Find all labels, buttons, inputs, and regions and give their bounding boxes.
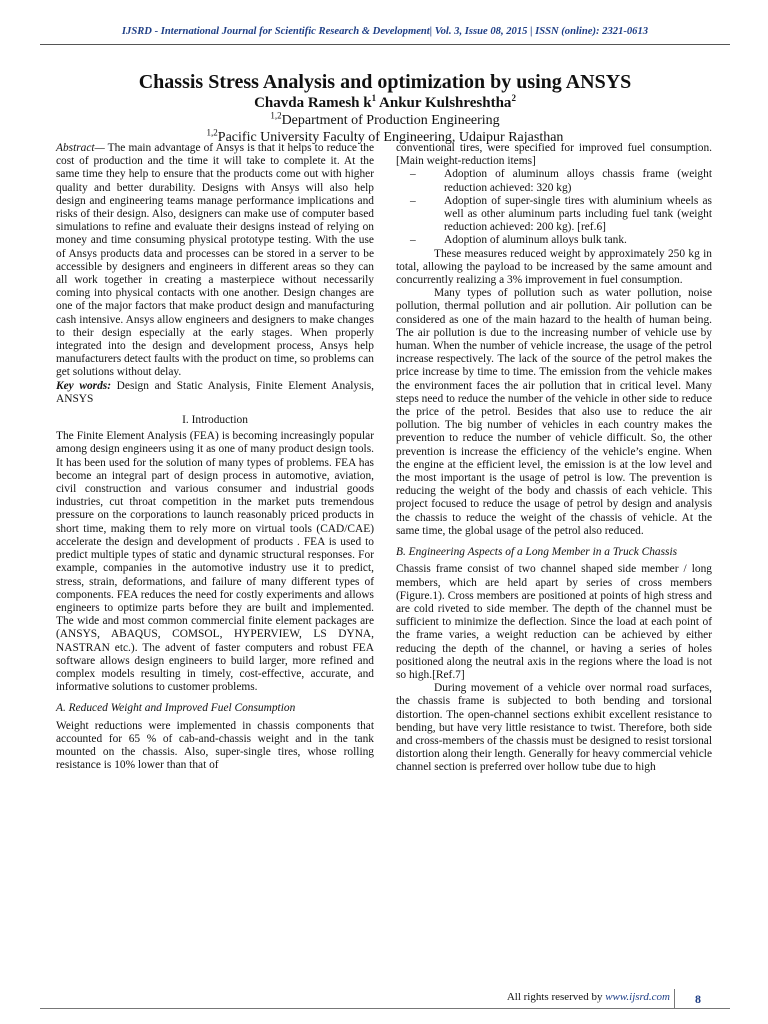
affiliation-1-sup: 1,2 [270, 110, 282, 121]
affiliation-2-text: Pacific University Faculty of Engineering, Udaipur Rajasthan [217, 130, 564, 145]
list-item-text: Adoption of aluminum alloys chassis frame (weight reduction achieved: 320 kg) [444, 168, 712, 194]
affiliation-1 [40, 112, 730, 129]
affiliation-1-text: Department of Production Engineering [281, 113, 500, 128]
abstract-label: Abstract— [56, 142, 105, 154]
right-column [396, 142, 712, 775]
list-item [410, 168, 712, 194]
abstract [56, 142, 374, 380]
list-item [410, 194, 712, 235]
footer-site-link[interactable]: www.ijsrd.com [605, 991, 670, 1003]
subsection-a-heading: A. Reduced Weight and Improved Fuel Consumption [56, 702, 296, 715]
footer-text: All rights reserved by [506, 991, 606, 1003]
weight-reduction-list [396, 168, 712, 247]
page-number: 8 [674, 989, 721, 1009]
weight-result-paragraph: These measures reduced weight by approximately 250 kg in total, allowing the payload to be increased by the same amount and concurrently realizing a 3% improvement in fuel consumption. [396, 247, 712, 287]
chassis-frame-paragraph: Chassis frame consist of two channel shaped side member / long members, which are held apart by series of cross members (Figure.1). Cross members are positioned at points of high stress and are cold riveted to side member. The depth of the channel must be sufficient to minimize the deflection. Since the load at each point of the frame varies, a weight reduction can be achieved by either reducing the depth of the channel, or having a series of holes positioned along the neutral axis in the regions where the load is not so high.[Ref.7] [396, 563, 712, 681]
title-block [40, 70, 730, 146]
subsection-a-paragraph: Weight reductions were implemented in chassis components that accounted for 65 % of cab-and-chassis weight and in the tank mounted on the chassis. Also, super-single tires, whose rolling resistance is 10% lower than that of [56, 719, 374, 772]
dash-marker: – [410, 234, 416, 247]
abstract-text: The main advantage of Ansys is that it helps to reduce the cost of production and the time it will take to complete it. At the same time they help to ensure that the products come out with higher quality and better durability. Designs with Ansys will also help design and engineering teams manage performance implications and risks of their design. Also, designers can make use of computer based simulations to refine and evaluate their designs instead of relying on money and time consuming physical prototype testing. With the use of Ansys products data and processes can be stored in a server to be accessible by designers and engineers in different areas so they can all work together in creating a masterpiece without necessarily coming into physical contacts with one another. Design changes are one of the major factors that make product design and manufacturing cash intensive. Ansys allow engineers and designers to make changes to their design especially at the early stages. When properly integrated into the design and development process, Ansys help manufacturers detect faults with the product on time, so problems can get solutions without delay. [56, 142, 374, 379]
dash-marker: – [410, 194, 416, 207]
footer [300, 991, 670, 1003]
author-1: Chavda Ramesh k [254, 95, 372, 111]
section-1-heading: I. Introduction [182, 414, 248, 427]
continuation-paragraph: conventional tires, were specified for improved fuel consumption. [Main weight-reduction items] [396, 142, 712, 168]
keywords-text: Design and Static Analysis, Finite Element Analysis, ANSYS [56, 379, 374, 405]
author-2-sup: 2 [511, 93, 516, 103]
section-1-paragraph: The Finite Element Analysis (FEA) is becoming increasingly popular among design engineers using it as one of many product design tools. It has been used for the solution of many types of problems. FEA has become an integral part of design process in automotive, aviation, civil construction and various consumer and industrial goods industries, cut throat competition in the market puts tremendous pressure on the corporations to launch reasonably priced products in short time, making them to rely more on virtual tools (CAD/CAE) accelerate the design and development of products . FEA is used to predict multiple types of static and dynamic structural responses. For example, companies in the automotive industry use it to predict, stress, strain, deformations, and failure of many different types of components. FEA reduces the need for costly experiments and allows engineers to optimize parts before they are built and implemented. The wide and most common commercial finite element packages are (ANSYS, ABAQUS, COMSOL, HYPERVIEW, LS DYNA, NASTRAN etc.). The advent of faster computers and robust FEA software allows design engineers to build larger, more refined and complex models resulting in timely, cost-effective, accurate, and informative solutions to customer problems. [56, 430, 374, 694]
list-item-text: Adoption of aluminum alloys bulk tank. [444, 234, 627, 247]
author-2: Ankur Kulshreshtha [376, 95, 512, 111]
author-1-sup: 1 [371, 93, 377, 103]
authors [40, 94, 730, 112]
header-rule [40, 44, 730, 45]
keywords-label: Key words: [56, 379, 112, 392]
vehicle-movement-paragraph: During movement of a vehicle over normal road surfaces, the chassis frame is subjected to both bending and torsional distortion. The open-channel sections exhibit excellent resistance to bending, but have very little resistance to twist. Therefore, both side and cross-members of the chassis must be designed to resist torsional distortion along their length. Generally for heavy commercial vehicle channel section is preferred over hollow tube due to high [396, 682, 712, 774]
left-column [56, 142, 374, 772]
paper-title: Chassis Stress Analysis and optimization by using ANSYS [138, 71, 632, 93]
journal-header: IJSRD - International Journal for Scientific Research & Development| Vol. 3, Issue 08, 2015 | ISSN (online): 2321-0613 [121, 26, 649, 37]
subsection-b-heading: B. Engineering Aspects of a Long Member in a Truck Chassis [396, 546, 678, 559]
pollution-paragraph: Many types of pollution such as water pollution, noise pollution, thermal pollution and air pollution. Air pollution can be considered as one of the main hazard to the health of human being. The air pollution is due to the increasing number of vehicle use by human. When the number of vehicle increase, the usage of the petrol increase respectively. The lack of the source of the petrol makes the price increase by time to time. The emission from the vehicle makes the environment faces the air pollution that in critical level. Many steps need to reduce the number of the vehicle in other side to reduce the price of the petrol. Besides that also use to reduce the air pollution. The big number of vehicles in each country makes the prevention to reduce the number of vehicle difficult. So, the other prevention is increase the efficiency of the vehicle’s engine. When the engine at the efficient level, the emission is at the low level and the most important is the usage of petrol is low. The prevention is reducing the weight of the body and chassis of each vehicle. This project focused to reduce the usage of petrol by design and analysis the chassis to reduce the weight of the chassis of vehicle. At the same time, the global usage of the petrol also reduced. [396, 287, 712, 537]
affiliation-2-sup: 1,2 [206, 127, 218, 138]
keywords [56, 380, 374, 406]
dash-marker: – [410, 168, 416, 181]
list-item-text: Adoption of super-single tires with aluminium wheels as well as other aluminum parts including fuel tank (weight reduction achieved: 200 kg). [ref.6] [444, 194, 712, 234]
list-item [410, 234, 712, 247]
footer-rule [40, 1008, 730, 1009]
